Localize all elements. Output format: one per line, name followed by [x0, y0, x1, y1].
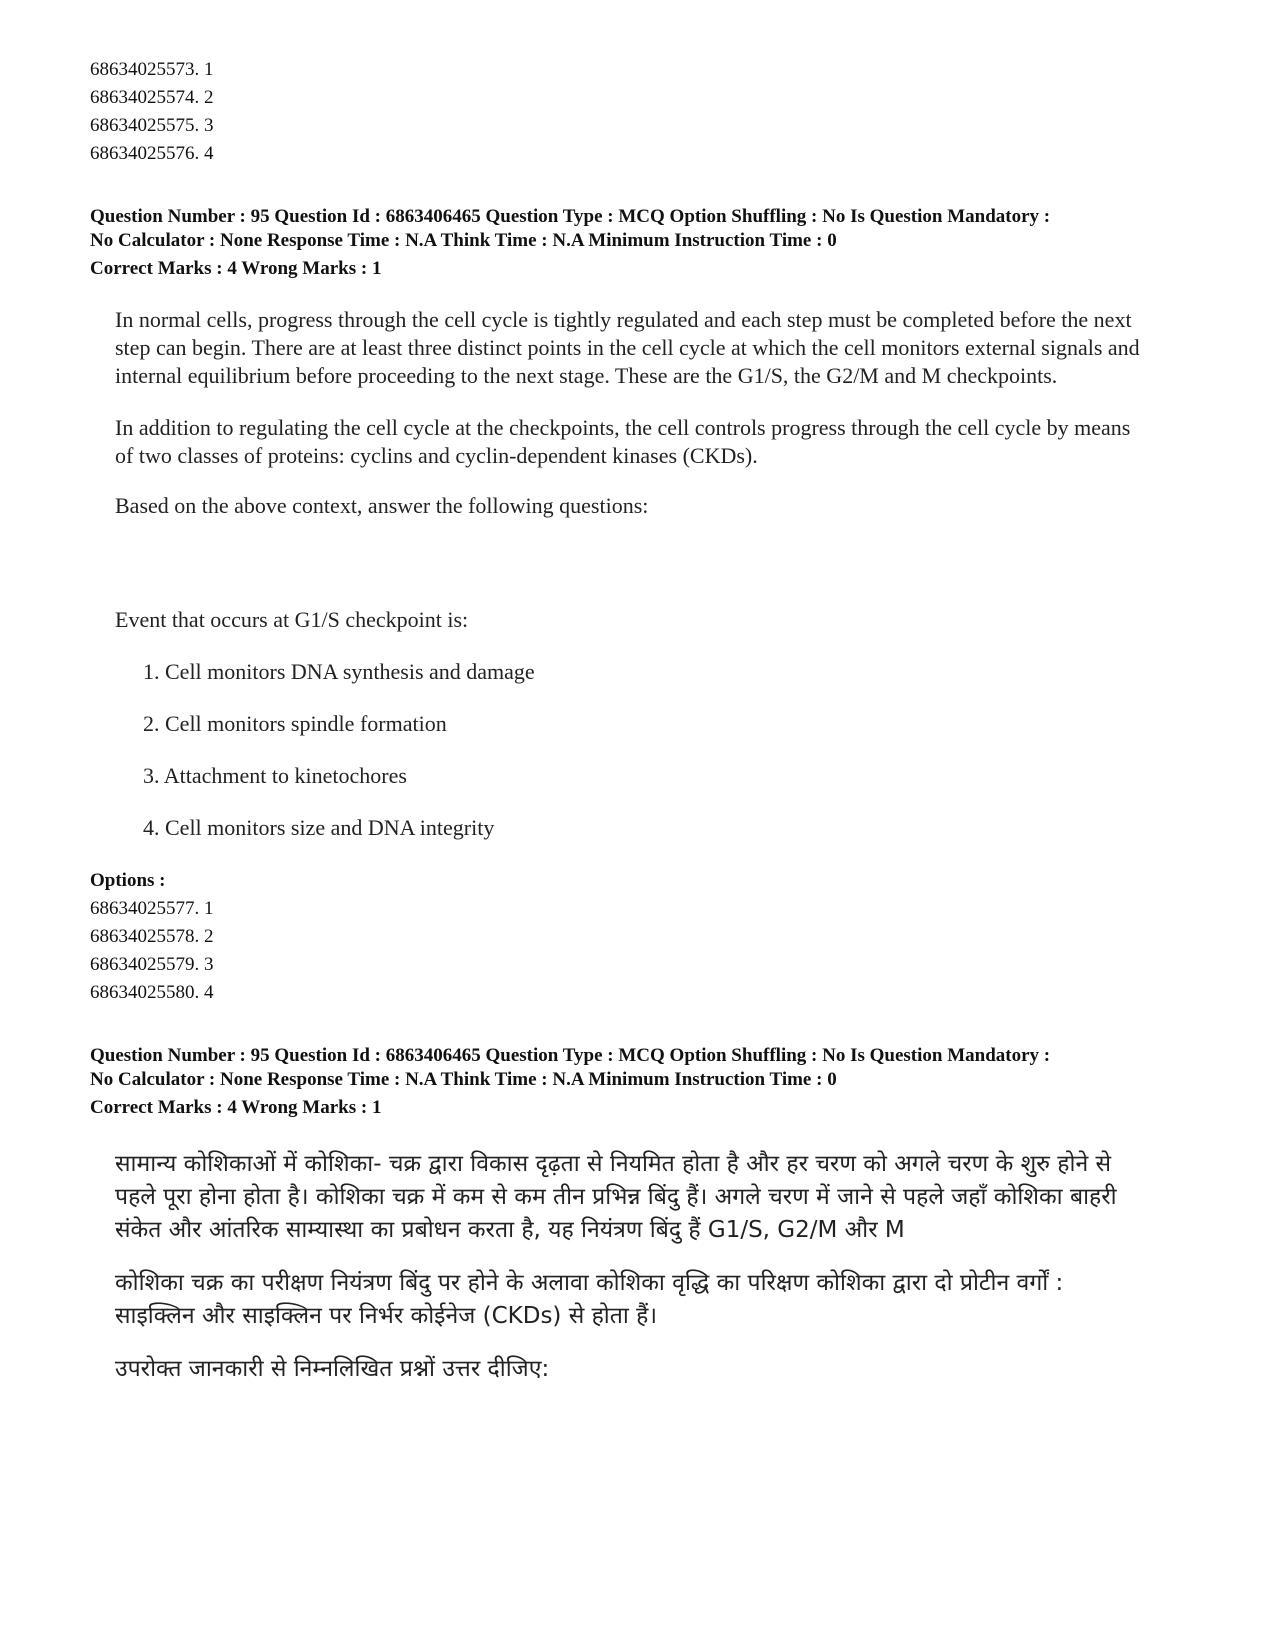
option-item: 68634025579. 3 [90, 954, 214, 975]
answer-choice: 1. Cell monitors DNA synthesis and damage [143, 659, 535, 684]
answer-choice: 3. Attachment to kinetochores [143, 763, 407, 788]
question-marks: Correct Marks : 4 Wrong Marks : 1 [90, 258, 382, 279]
answer-choices [143, 658, 535, 842]
question-stem: Event that occurs at G1/S checkpoint is: [115, 607, 469, 632]
passage-paragraph: उपरोक्त जानकारी से निम्नलिखित प्रश्नों उत्तर दीजिए: [115, 1356, 550, 1382]
passage-en [115, 306, 1140, 520]
option-item: 68634025576. 4 [90, 143, 214, 164]
question-marks: Correct Marks : 4 Wrong Marks : 1 [90, 1097, 382, 1118]
option-item: 68634025575. 3 [90, 115, 214, 136]
question-meta-line1: Question Number : 95 Question Id : 6863406465 Question Type : MCQ Option Shuffling : No Is Question Mandatory : [90, 1045, 1051, 1066]
question-meta-hi [90, 1044, 1050, 1120]
options-block [90, 869, 214, 1007]
question-meta-line1: Question Number : 95 Question Id : 6863406465 Question Type : MCQ Option Shuffling : No Is Question Mandatory : [90, 206, 1051, 227]
question-meta-line2: No Calculator : None Response Time : N.A Think Time : N.A Minimum Instruction Time : 0 [90, 1069, 837, 1090]
options-label: Options : [90, 870, 166, 891]
answer-choice: 2. Cell monitors spindle formation [143, 711, 447, 736]
passage-paragraph: कोशिका चक्र का परीक्षण नियंत्रण बिंदु पर होने के अलावा कोशिका वृद्धि का परिक्षण कोशिका द्वारा दो प्रोटीन वर्गों : साइक्लिन और साइक्लिन पर निर्भर कोईनेज (CKDs) से होता हैं। [115, 1270, 1064, 1329]
passage-paragraph: In normal cells, progress through the cell cycle is tightly regulated and each step must be completed before the next step can begin. There are at least three distinct points in the cell cycle at which the cell monitors external signals and internal equilibrium before proceeding to the next stage. These are the G1/S, the G2/M and M checkpoints. [115, 307, 1140, 388]
question-meta-en [90, 205, 1050, 281]
question-meta-line2: No Calculator : None Response Time : N.A Think Time : N.A Minimum Instruction Time : 0 [90, 230, 837, 251]
answer-choice: 4. Cell monitors size and DNA integrity [143, 815, 495, 840]
passage-paragraph: In addition to regulating the cell cycle at the checkpoints, the cell controls progress through the cell cycle by means of two classes of proteins: cyclins and cyclin-dependent kinases (CKDs). [115, 415, 1131, 468]
passage-paragraph: सामान्य कोशिकाओं में कोशिका- चक्र द्वारा विकास दृढ़ता से नियमित होता है और हर चरण को अगले चरण के शुरु होने से पहले पूरा होना होता है। कोशिका चक्र में कम से कम तीन प्रभिन्न बिंदु हैं। अगले चरण में जाने से पहले जहाँ कोशिका बाहरी संकेत और आंतरिक साम्यास्था का प्रबोधन करता है, यह नियंत्रण बिंदु हैं G1/S, G2/M और M [115, 1151, 1117, 1243]
passage-hi [115, 1148, 1145, 1386]
option-item: 68634025574. 2 [90, 87, 214, 108]
passage-paragraph: Based on the above context, answer the following questions: [115, 493, 649, 518]
option-item: 68634025577. 1 [90, 898, 214, 919]
option-item: 68634025578. 2 [90, 926, 214, 947]
option-item: 68634025573. 1 [90, 59, 214, 80]
option-item: 68634025580. 4 [90, 982, 214, 1003]
top-options-list [90, 56, 214, 168]
